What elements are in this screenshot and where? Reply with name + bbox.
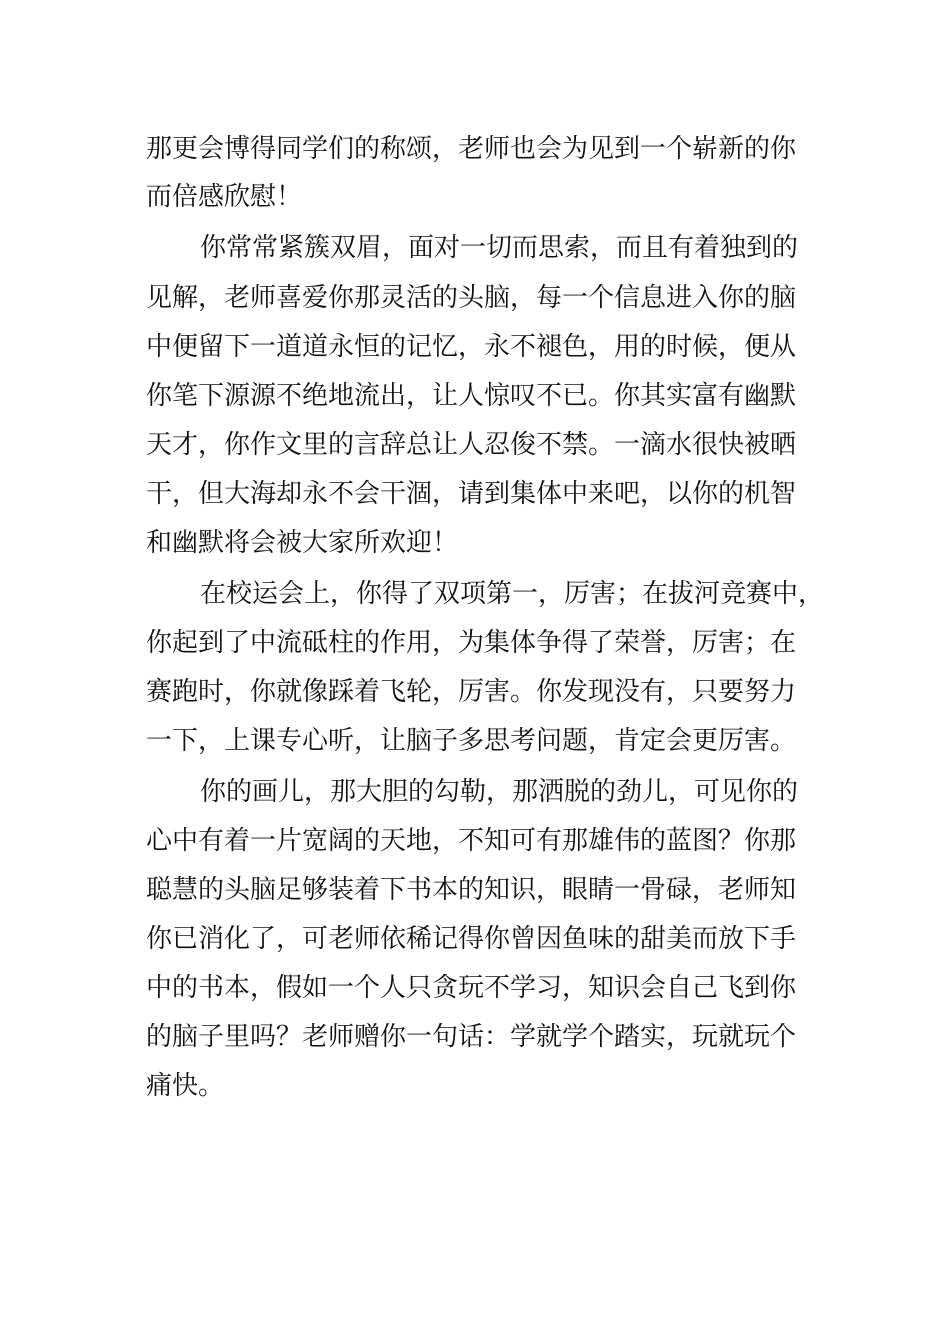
text-line: 你已消化了，可老师依稀记得你曾因鱼味的甜美而放下手	[146, 924, 797, 954]
text-line: 和幽默将会被大家所欢迎！	[146, 528, 459, 558]
text-line: 你笔下源源不绝地流出，让人惊叹不已。你其实富有幽默	[146, 381, 797, 411]
text-line: 你起到了中流砥柱的作用，为集体争得了荣誉，厉害；在	[146, 628, 797, 658]
text-line: 干，但大海却永不会干涸，请到集体中来吧，以你的机智	[146, 479, 797, 509]
text-line: 中的书本，假如一个人只贪玩不学习，知识会自己飞到你	[146, 973, 797, 1003]
paragraph-first-line: 你的画儿，那大胆的勾勒，那洒脱的劲儿，可见你的	[200, 777, 799, 807]
text-line: 中便留下一道道永恒的记忆，永不褪色，用的时候，便从	[146, 332, 797, 362]
text-line: 见解，老师喜爱你那灵活的头脑，每一个信息进入你的脑	[146, 283, 797, 313]
text-line: 赛跑时，你就像踩着飞轮，厉害。你发现没有，只要努力	[146, 677, 797, 707]
text-line: 天才，你作文里的言辞总让人忍俊不禁。一滴水很快被晒	[146, 430, 797, 460]
paragraph-first-line: 在校运会上，你得了双项第一，厉害；在拔河竞赛中，	[200, 579, 825, 609]
text-line: 的脑子里吗？老师赠你一句话：学就学个踏实，玩就玩个	[146, 1022, 797, 1052]
text-line: 一下，上课专心听，让脑子多思考问题，肯定会更厉害。	[146, 726, 797, 756]
text-line: 聪慧的头脑足够装着下书本的知识，眼睛一骨碌，老师知	[146, 875, 797, 905]
text-line: 那更会博得同学们的称颂，老师也会为见到一个崭新的你	[146, 134, 797, 164]
text-line: 心中有着一片宽阔的天地，不知可有那雄伟的蓝图？你那	[146, 826, 797, 856]
text-line: 痛快。	[146, 1071, 225, 1101]
paragraph-first-line: 你常常紧簇双眉，面对一切而思索，而且有着独到的	[200, 233, 799, 263]
text-line: 而倍感欣慰！	[146, 182, 303, 212]
